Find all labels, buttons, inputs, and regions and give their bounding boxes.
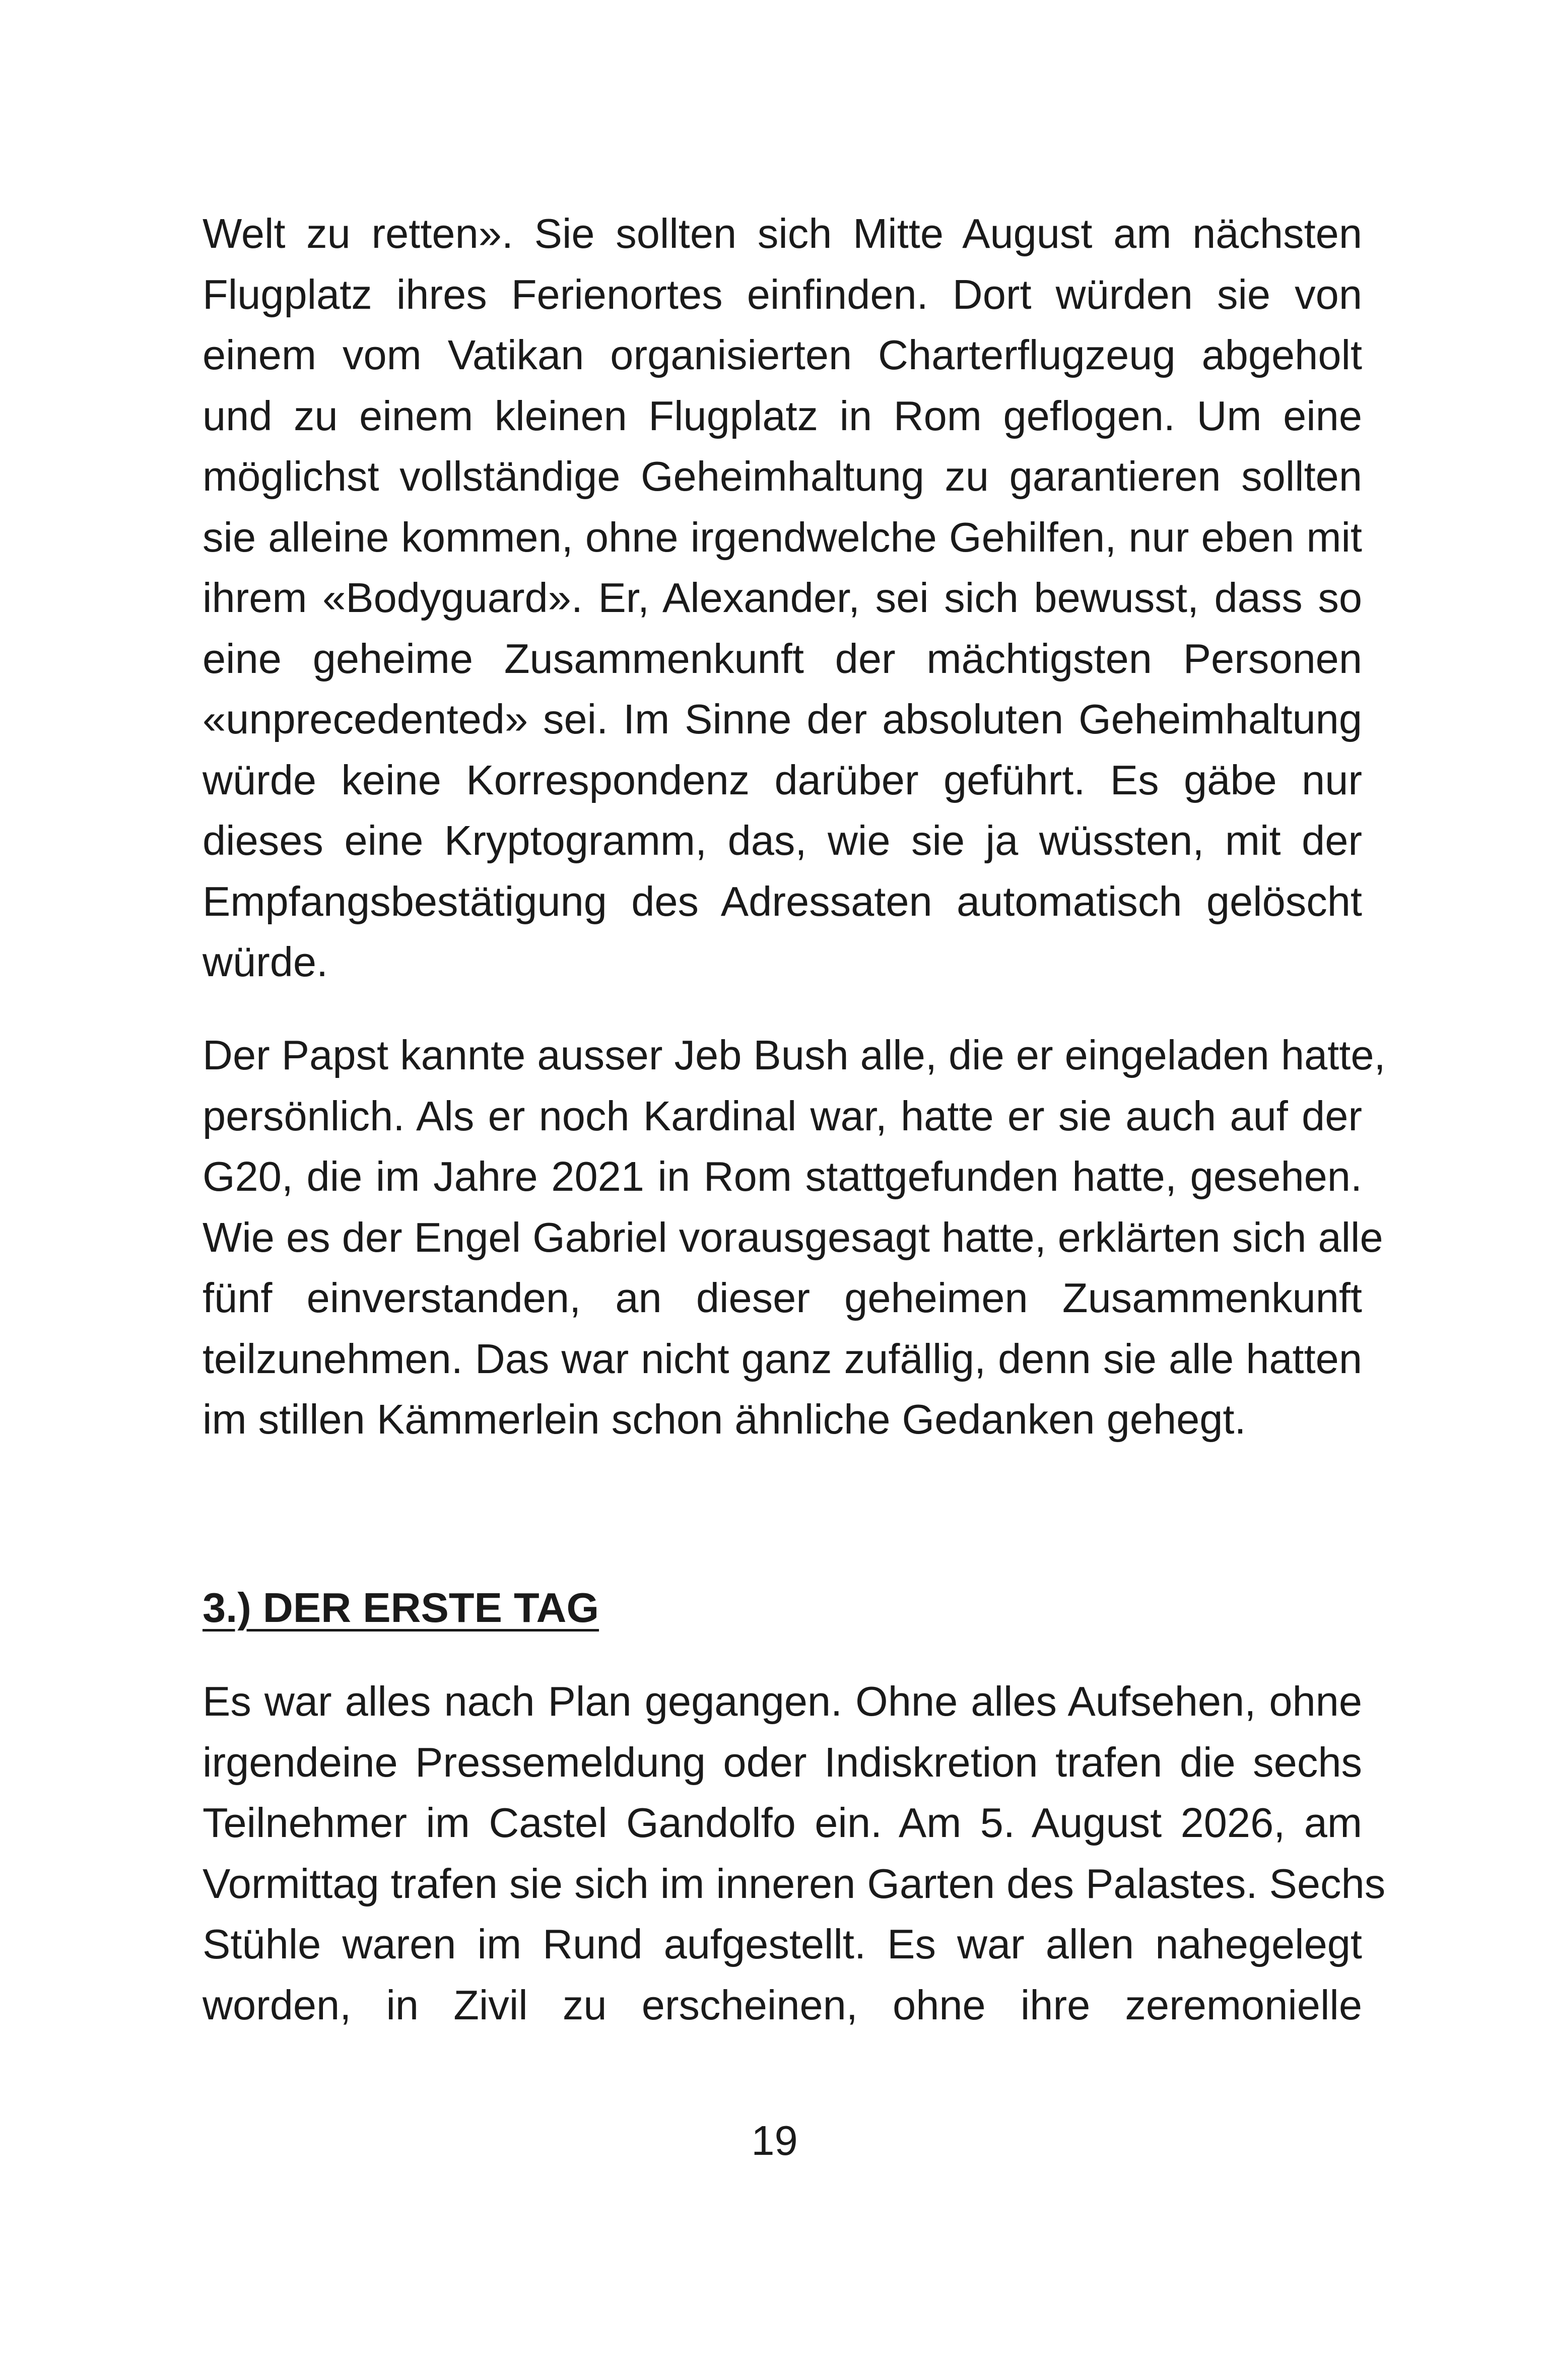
- text-line: «unprecedented» sei. Im Sinne der absoluten Geheimhaltung: [203, 696, 1362, 742]
- body-paragraph: [203, 203, 1362, 993]
- text-line: irgendeine Pressemeldung oder Indiskretion trafen die sechs: [203, 1738, 1362, 1786]
- section-heading: 3.) DER ERSTE TAG: [203, 1584, 599, 1631]
- text-line: fünf einverstanden, an dieser geheimen Zusammenkunft: [203, 1274, 1362, 1321]
- text-line: Der Papst kannte ausser Jeb Bush alle, die er eingeladen hatte,: [203, 1032, 1386, 1078]
- text-line: Stühle waren im Rund aufgestellt. Es war allen nahegelegt: [203, 1921, 1362, 1967]
- text-line: Teilnehmer im Castel Gandolfo ein. Am 5. August 2026, am: [203, 1799, 1362, 1846]
- body-paragraph: [203, 1671, 1386, 2035]
- page-number: 19: [751, 2117, 798, 2164]
- text-line: Empfangsbestätigung des Adressaten automatisch gelöscht: [203, 877, 1362, 925]
- text-line: persönlich. Als er noch Kardinal war, hatte er sie auch auf der: [203, 1092, 1362, 1139]
- text-line: Es war alles nach Plan gegangen. Ohne alles Aufsehen, ohne: [203, 1678, 1362, 1725]
- text-line: ihrem «Bodyguard». Er, Alexander, sei sich bewusst, dass so: [203, 574, 1362, 621]
- text-line: teilzunehmen. Das war nicht ganz zufällig, denn sie alle hatten: [203, 1335, 1362, 1382]
- text-line: Welt zu retten». Sie sollten sich Mitte August am nächsten: [203, 210, 1362, 257]
- text-line: einem vom Vatikan organisierten Charterflugzeug abgeholt: [203, 331, 1362, 378]
- text-line: Flugplatz ihres Ferienortes einfinden. Dort würden sie von: [203, 270, 1362, 318]
- text-line: dieses eine Kryptogramm, das, wie sie ja wüssten, mit der: [203, 817, 1362, 864]
- text-line: worden, in Zivil zu erscheinen, ohne ihre zeremonielle: [203, 1981, 1362, 2028]
- text-line: eine geheime Zusammenkunft der mächtigsten Personen: [203, 635, 1362, 682]
- text-line: würde.: [203, 938, 328, 985]
- text-line: Vormittag trafen sie sich im inneren Garten des Palastes. Sechs: [203, 1860, 1386, 1907]
- text-line: im stillen Kämmerlein schon ähnliche Gedanken gehegt.: [203, 1396, 1246, 1443]
- text-line: sie alleine kommen, ohne irgendwelche Gehilfen, nur eben mit: [203, 513, 1362, 561]
- body-paragraph: [203, 1025, 1386, 1450]
- text-line: und zu einem kleinen Flugplatz in Rom geflogen. Um eine: [203, 392, 1362, 439]
- text-line: Wie es der Engel Gabriel vorausgesagt hatte, erklärten sich alle: [203, 1213, 1383, 1261]
- text-line: möglichst vollständige Geheimhaltung zu garantieren sollten: [203, 453, 1362, 500]
- text-line: G20, die im Jahre 2021 in Rom stattgefunden hatte, gesehen.: [203, 1153, 1362, 1200]
- text-line: würde keine Korrespondenz darüber geführt. Es gäbe nur: [203, 756, 1362, 803]
